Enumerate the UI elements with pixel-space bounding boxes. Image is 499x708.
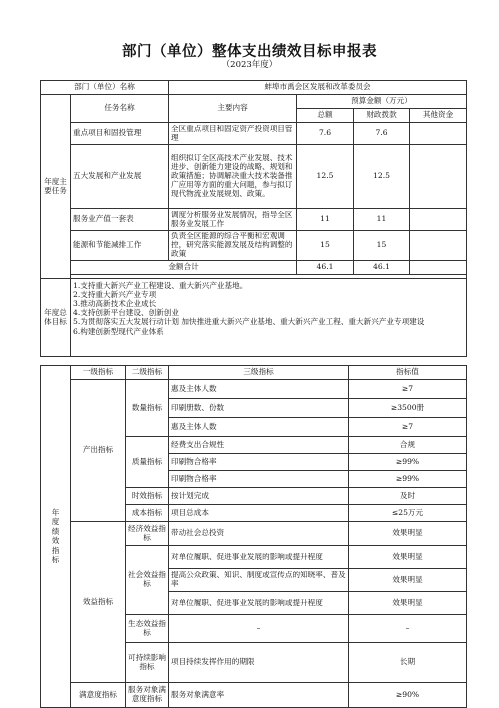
annual-goal-content [71,279,467,357]
goal-line: 5.为贯彻落实五大发展行动计划 加快推进重大新兴产业基地、重大新兴产业工程、重大新兴产业专项建设 [73,317,425,327]
economic-benefit-indicator: 经济效益指标 [126,522,169,546]
task-name: 服务业产值一套表 [71,209,169,231]
task-content: 全区重点项目和固定资产投资项目管理 [169,123,297,145]
sum-fiscal: 46.1 [354,261,410,275]
task-other [410,209,467,231]
goal-line: 4.支持创新平台建设、创新创业 [73,308,179,318]
annual-task-label: 年度主要任务 [41,95,71,279]
level3-item: 印刷物合格率 [169,471,349,488]
indicator-value: ≥7 [349,418,467,437]
task-total: 11 [297,209,354,231]
col-budget: 预算金额（万元） [297,95,467,109]
task-total: 12.5 [297,145,354,209]
sum-other [410,261,467,275]
ecological-benefit-indicator: 生态效益指标 [126,615,169,643]
col-main-content: 主要内容 [169,95,297,123]
col-task-name: 任务名称 [71,95,169,123]
col-level3: 三级指标 [169,366,349,380]
task-fiscal: 7.6 [354,123,410,145]
unit-name-value: 蚌埠市禹会区发展和改革委员会 [169,81,467,95]
indicator-value: ≥99% [349,471,467,488]
quantity-indicator: 数量指标 [126,380,169,437]
level3-item: 经费支出合规性 [169,437,349,454]
level3-item: 对单位履职、促进事业发展的影响或提升程度 [169,592,349,615]
timeliness-indicator: 时效指标 [126,488,169,505]
task-other [410,123,467,145]
goal-line: 6.构建创新型现代产业体系 [73,326,164,336]
level3-item: 带动社会总投资 [169,522,349,546]
benefit-indicator: 效益指标 [71,522,126,683]
indicator-value: 合规 [349,437,467,454]
level3-item: 对单位履职、促进事业发展的影响或提升程度 [169,546,349,569]
level3-item: 惠及主体人数 [169,380,349,399]
indicator-value: ≥7 [349,380,467,399]
col-value: 指标值 [349,366,467,380]
task-name: 能源和节能减排工作 [71,231,169,261]
task-fiscal: 15 [354,231,410,261]
performance-indicator-label: 年度绩效指标 [41,366,71,708]
task-other [410,231,467,261]
indicator-value: 效果明显 [349,592,467,615]
task-other [410,145,467,209]
sum-label: 金额合计 [71,261,297,275]
indicator-value: 效果明显 [349,569,467,592]
indicator-value: ≥3500册 [349,399,467,418]
indicator-value: ≥99% [349,454,467,471]
task-content: 调度分析服务业发展情况，指导全区服务业发展工作 [169,209,297,231]
level3-item: 项目持续发挥作用的期限 [169,643,349,683]
col-total: 总额 [297,109,354,123]
goal-line: 1.支持重大新兴产业工程建设、重大新兴产业基地。 [73,281,248,290]
goal-line: 2.支持重大新兴产业专项 [73,290,157,300]
indicator-table [40,365,467,708]
form-year: （2023年度） [221,60,278,70]
task-content: 组织拟订全区高技术产业发展、技术进步、创新能力建设的战略、规划和政策措施；协调解决重大技术装备推广应用等方面的重大问题，参与拟订现代物流业发展规划、政策。 [169,145,297,209]
level3-item: 按计划完成 [169,488,349,505]
sustainable-impact-indicator: 可持续影响指标 [126,643,169,683]
task-fiscal: 11 [354,209,410,231]
task-content: 负责全区能源的综合平衡和宏观调控，研究落实能源发展及结构调整的政策 [169,231,297,261]
annual-goal-label: 年度总体目标 [41,279,71,357]
service-satisfaction-indicator: 服务对象满意度指标 [126,683,169,708]
level3-item: 项目总成本 [169,505,349,522]
indicator-value: 长期 [349,643,467,683]
indicator-value: – [349,615,467,643]
level3-item: – [169,615,349,643]
indicator-value: 效果明显 [349,522,467,546]
task-name: 重点项目和固投管理 [71,123,169,145]
col-other: 其他资金 [410,109,467,123]
task-total: 7.6 [297,123,354,145]
sum-total: 46.1 [297,261,354,275]
goal-line: 3.推动高新技术企业成长 [73,299,157,309]
level3-item: 印刷册数、份数 [169,399,349,418]
level3-item: 服务对象满意率 [169,683,349,708]
output-indicator: 产出指标 [71,380,126,522]
indicator-value: 效果明显 [349,546,467,569]
indicator-value: ≥90% [349,683,467,708]
level3-item: 惠及主体人数 [169,418,349,437]
unit-name-label: 部门（单位）名称 [41,81,169,95]
quality-indicator: 质量指标 [126,437,169,488]
level3-item: 提高公众政策、知识、制度或宣传点的知晓率、普及率 [169,569,349,592]
satisfaction-indicator: 满意度指标 [71,683,126,708]
form-title: 部门（单位）整体支出绩效目标申报表 [122,44,377,60]
col-fiscal: 财政拨款 [354,109,410,123]
task-table [40,80,467,357]
task-name: 五大发展和产业发展 [71,145,169,209]
col-level2: 二级指标 [126,366,169,380]
indicator-value: 及时 [349,488,467,505]
indicator-value: ≤25万元 [349,505,467,522]
social-benefit-indicator: 社会效益指标 [126,546,169,615]
task-total: 15 [297,231,354,261]
cost-indicator: 成本指标 [126,505,169,522]
task-fiscal: 12.5 [354,145,410,209]
level3-item: 印刷物合格率 [169,454,349,471]
col-level1: 一级指标 [71,366,126,380]
